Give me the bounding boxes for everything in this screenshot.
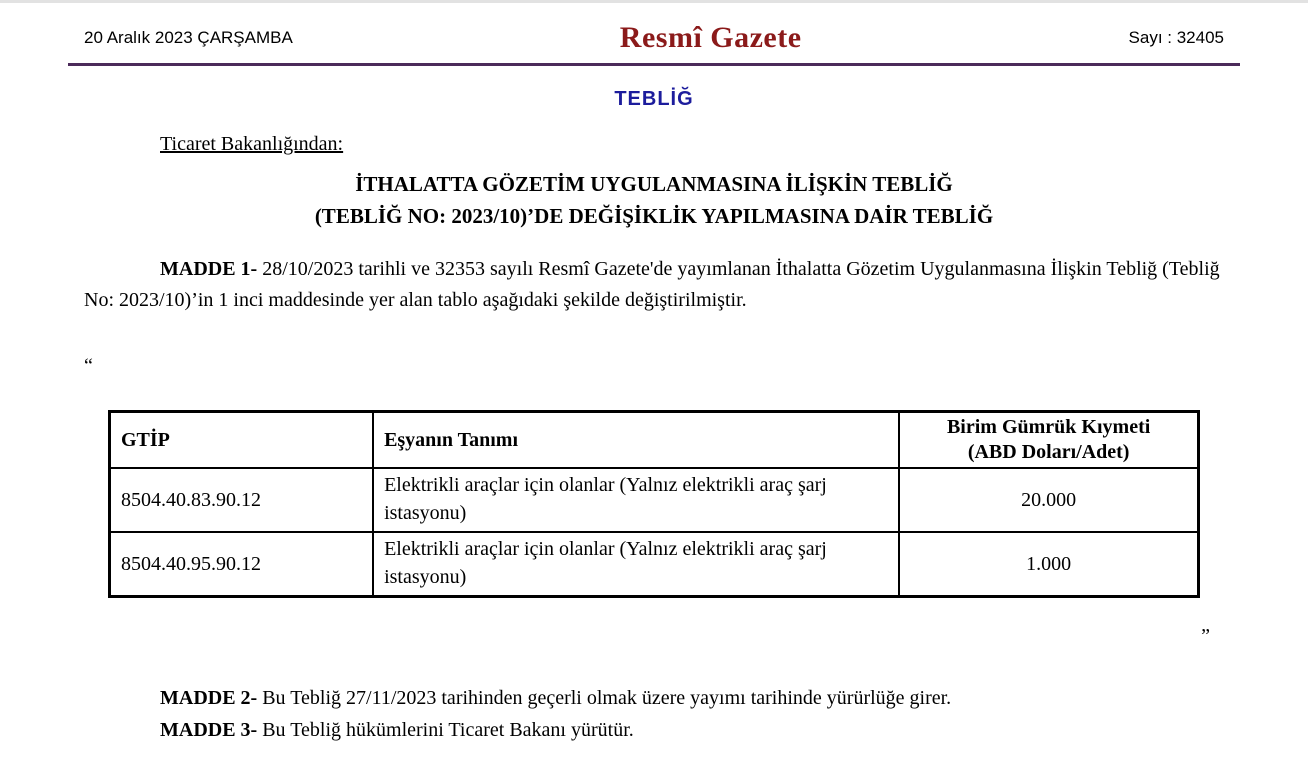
article-3-text: Bu Tebliğ hükümlerini Ticaret Bakanı yürütür. [257,719,634,741]
article-2-text: Bu Tebliğ 27/11/2023 tarihinden geçerli olmak üzere yayımı tarihinde yürürlüğe girer. [257,687,952,709]
table-row [110,468,1199,532]
customs-value-table [108,410,1200,598]
closing-articles [68,682,1240,746]
cell-gtip: 8504.40.83.90.12 [110,468,374,532]
table-row [110,532,1199,597]
cell-description: Elektrikli araçlar için olanlar (Yalnız elektrikli araç şarj istasyonu) [373,532,899,597]
notice-title-line1: İTHALATTA GÖZETİM UYGULANMASINA İLİŞKİN TEBLİĞ [355,172,953,196]
authority-line: Ticaret Bakanlığından: [160,133,344,155]
table-header-row [110,412,1199,469]
notice-title [68,168,1240,232]
cell-value: 1.000 [899,532,1198,597]
cell-value: 20.000 [899,468,1198,532]
article-1-text: 28/10/2023 tarihli ve 32353 sayılı Resmî Gazete'de yayımlanan İthalatta Gözetim Uygulanmasına İlişkin Tebliğ (Tebliğ No: 2023/10)’in 1 inci maddesinde yer alan tablo aşağıdaki şekilde değiştirilmiştir. [84,258,1220,311]
article-3 [84,714,1224,746]
cell-gtip: 8504.40.95.90.12 [110,532,374,597]
cell-description: Elektrikli araçlar için olanlar (Yalnız elektrikli araç şarj istasyonu) [373,468,899,532]
issue-number: Sayı : 32405 [1128,28,1224,47]
page-content [68,3,1240,746]
article-3-label: MADDE 3- [160,719,258,741]
section-heading: TEBLİĞ [614,88,694,110]
masthead-date: 20 Aralık 2023 ÇARŞAMBA [84,28,293,47]
close-quote-mark: ” [1201,625,1210,647]
notice-title-line2: (TEBLİĞ NO: 2023/10)’DE DEĞİŞİKLİK YAPILMASINA DAİR TEBLİĞ [314,204,994,228]
article-2-label: MADDE 2- [160,687,258,709]
col-header-description: Eşyanın Tanımı [373,412,899,469]
col-header-unit-customs-value [899,412,1198,469]
article-1-label: MADDE 1- [160,258,258,280]
table-wrapper [108,410,1200,598]
article-1 [84,254,1224,316]
col-header-gtip: GTİP [110,412,374,469]
open-quote-mark: “ [84,355,93,377]
col-header-unit-customs-value-line2: (ABD Doları/Adet) [967,441,1130,463]
col-header-unit-customs-value-line1: Birim Gümrük Kıymeti [946,416,1151,438]
article-2 [84,682,1224,714]
masthead [68,3,1240,66]
gazette-title: Resmî Gazete [619,21,802,54]
